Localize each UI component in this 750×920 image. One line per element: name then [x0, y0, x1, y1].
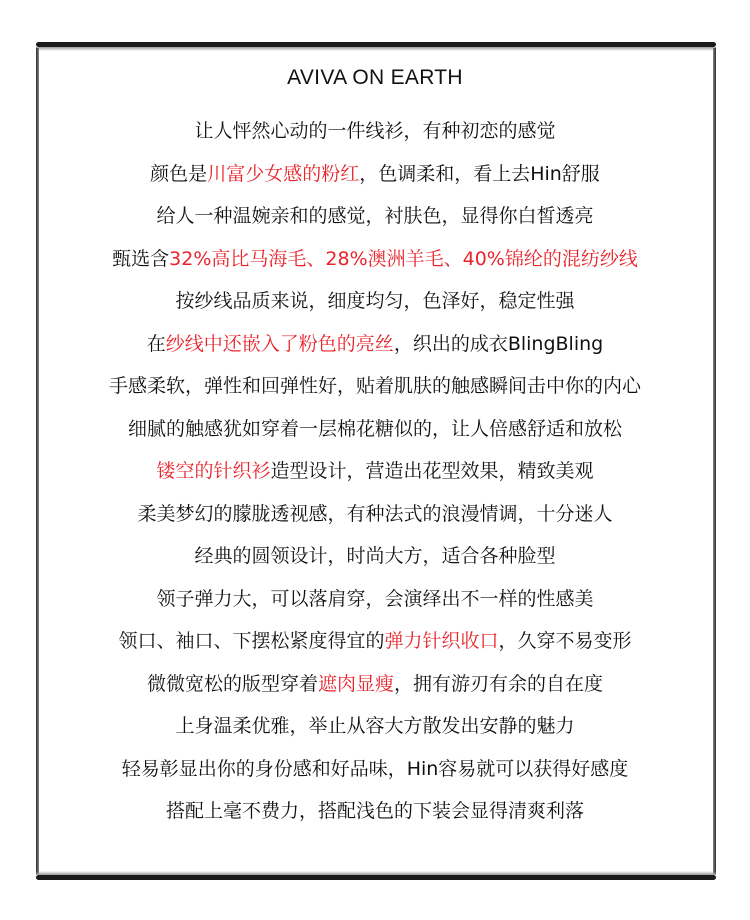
line-text: 给人一种温婉亲和的感觉，衬肤色，显得你白皙透亮 — [156, 205, 594, 227]
description-line — [0, 790, 750, 833]
line-text: ，织出的成衣BlingBling — [393, 332, 604, 355]
line-text: 上身温柔优雅，举止从容大方散发出安静的魅力 — [175, 715, 575, 737]
description-line — [0, 408, 750, 451]
line-text: 甄选含 — [112, 247, 170, 270]
line-text: 细腻的触感犹如穿着一层棉花糖似的，让人倍感舒适和放松 — [127, 417, 622, 440]
highlighted-text: 32%高比马海毛、28%澳洲羊毛、40%锦纶的混纺纱线 — [169, 247, 638, 270]
description-line — [0, 110, 750, 153]
description-line — [0, 620, 750, 663]
description-line — [0, 238, 750, 281]
description-line — [0, 365, 750, 408]
line-text: 微微宽松的版型穿着 — [146, 672, 318, 695]
line-text: 颜色是 — [150, 162, 208, 185]
description-line — [0, 748, 750, 791]
description-line — [0, 153, 750, 196]
description-line — [0, 663, 750, 706]
line-text: 在 — [146, 332, 166, 355]
highlighted-text: 川富少女感的粉红 — [207, 162, 360, 185]
description-line — [0, 535, 750, 578]
line-text: 让人怦然心动的一件线衫，有种初恋的感觉 — [194, 120, 556, 142]
line-text: 轻易彰显出你的身份感和好品味，Hin容易就可以获得好感度 — [121, 757, 629, 780]
line-text: ，拥有游刃有余的自在度 — [394, 672, 604, 695]
description-line — [0, 195, 750, 238]
line-text: 按纱线品质来说，细度均匀，色泽好，稳定性强 — [175, 290, 575, 312]
line-text: 造型设计，营造出花型效果，精致美观 — [270, 460, 594, 482]
highlighted-text: 镂空的针织衫 — [156, 460, 271, 482]
description-line — [0, 280, 750, 323]
line-text: 柔美梦幻的朦胧透视感，有种法式的浪漫情调，十分迷人 — [137, 502, 613, 525]
description-line — [0, 578, 750, 621]
line-text: 搭配上毫不费力，搭配浅色的下装会显得清爽利落 — [165, 800, 584, 822]
line-text: ，色调柔和，看上去Hin舒服 — [359, 162, 600, 185]
page-title: AVIVA ON EARTH — [287, 66, 463, 89]
description-lines — [0, 110, 750, 833]
line-text: 经典的圆领设计，时尚大方，适合各种脸型 — [194, 545, 556, 567]
highlighted-text: 纱线中还嵌入了粉色的亮丝 — [165, 332, 394, 355]
line-text: 领口、袖口、下摆松紧度得宜的 — [118, 630, 385, 652]
frame-top-shadow — [36, 47, 716, 51]
highlighted-text: 弹力针织收口 — [384, 630, 499, 652]
highlighted-text: 遮肉显瘦 — [317, 672, 394, 695]
description-line — [0, 323, 750, 366]
description-line — [0, 705, 750, 748]
line-text: ，久穿不易变形 — [498, 630, 632, 652]
description-line — [0, 493, 750, 536]
frame-bottom-bar — [36, 875, 716, 880]
line-text: 领子弹力大，可以落肩穿，会演绎出不一样的性感美 — [156, 587, 594, 610]
line-text: 手感柔软，弹性和回弹性好，贴着肌肤的触感瞬间击中你的内心 — [108, 375, 641, 397]
description-line — [0, 450, 750, 493]
